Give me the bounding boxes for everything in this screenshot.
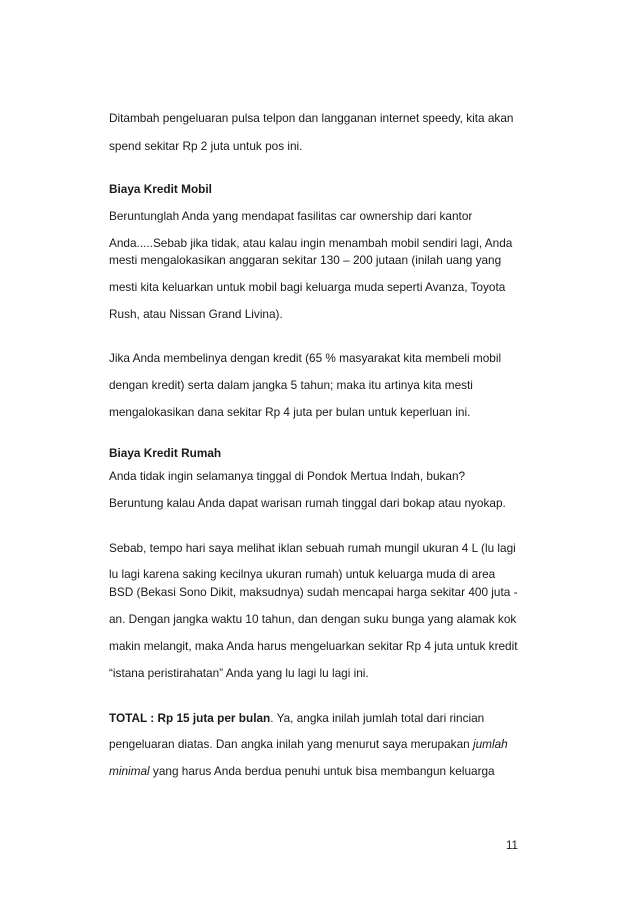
paragraph-line: dengan kredit) serta dalam jangka 5 tahun; maka itu artinya kita mesti (109, 378, 473, 392)
paragraph-line: Jika Anda membelinya dengan kredit (65 % masyarakat kita membeli mobil (109, 351, 502, 365)
paragraph-line: “istana peristirahatan” Anda yang lu lagi lu lagi ini. (109, 666, 369, 680)
paragraph-line: makin melangit, maka Anda harus mengeluarkan sekitar Rp 4 juta untuk kredit (109, 639, 518, 653)
paragraph-line: Anda tidak ingin selamanya tinggal di Pondok Mertua Indah, bukan? (109, 469, 466, 483)
paragraph-line: Beruntung kalau Anda dapat warisan rumah tinggal dari bokap atau nyokap. (109, 496, 506, 510)
page-number: 11 (506, 840, 518, 852)
section-heading-kredit-rumah: Biaya Kredit Rumah (109, 446, 222, 460)
paragraph-line: mesti mengalokasikan anggaran sekitar 130 – 200 jutaan (inilah uang yang (109, 253, 502, 267)
paragraph-line: Ditambah pengeluaran pulsa telpon dan langganan internet speedy, kita akan (109, 111, 514, 125)
paragraph-line (109, 737, 508, 751)
paragraph-line: Sebab, tempo hari saya melihat iklan sebuah rumah mungil ukuran 4 L (lu lagi (109, 541, 516, 555)
total-line-rest: . Ya, angka inilah jumlah total dari rincian (270, 711, 485, 725)
paragraph-line: Beruntunglah Anda yang mendapat fasilitas car ownership dari kantor (109, 209, 473, 223)
paragraph-line: an. Dengan jangka waktu 10 tahun, dan dengan suku bunga yang alamak kok (109, 612, 517, 626)
paragraph-line: spend sekitar Rp 2 juta untuk pos ini. (109, 139, 303, 153)
paragraph-line: Anda.....Sebab jika tidak, atau kalau ingin menambah mobil sendiri lagi, Anda (109, 236, 513, 250)
text-run: pengeluaran diatas. Dan angka inilah yang menurut saya merupakan (109, 737, 473, 751)
total-line (109, 711, 484, 725)
paragraph-line: lu lagi karena saking kecilnya ukuran rumah) untuk keluarga muda di area (109, 567, 496, 581)
total-amount: TOTAL : Rp 15 juta per bulan (109, 711, 271, 725)
italic-text: minimal (109, 764, 150, 778)
text-run: yang harus Anda berdua penuhi untuk bisa membangun keluarga (149, 764, 495, 778)
paragraph-line: Rush, atau Nissan Grand Livina). (109, 307, 283, 321)
paragraph-line: mesti kita keluarkan untuk mobil bagi keluarga muda seperti Avanza, Toyota (109, 280, 506, 294)
italic-text: jumlah (472, 737, 508, 751)
paragraph-line (109, 764, 495, 778)
section-heading-kredit-mobil: Biaya Kredit Mobil (109, 182, 212, 196)
paragraph-line: mengalokasikan dana sekitar Rp 4 juta per bulan untuk keperluan ini. (109, 405, 471, 419)
paragraph-line: BSD (Bekasi Sono Dikit, maksudnya) sudah mencapai harga sekitar 400 juta - (109, 585, 518, 599)
